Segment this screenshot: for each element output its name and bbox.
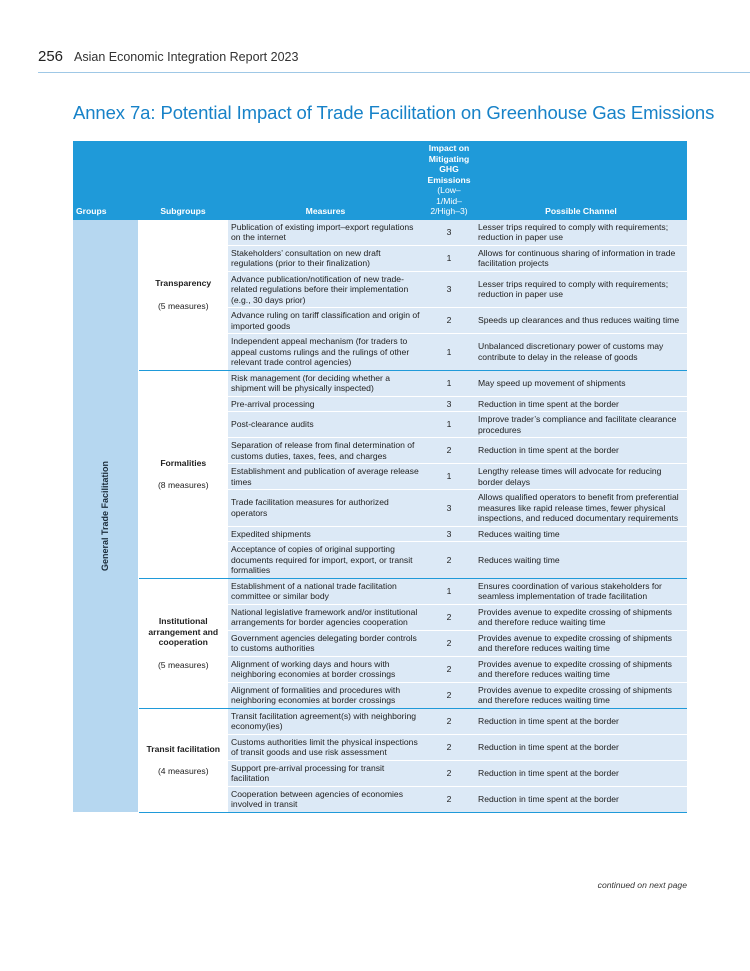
table-row (73, 220, 687, 246)
impact-cell: 1 (423, 412, 475, 438)
measure-cell: Stakeholders’ consultation on new draft regulations (prior to their finalization) (228, 245, 423, 271)
measure-cell: Acceptance of copies of original supporting documents required for import, export, or transit formalities (228, 542, 423, 579)
channel-cell: Allows for continuous sharing of information in trade facilitation projects (475, 245, 687, 271)
impact-cell: 1 (423, 334, 475, 371)
subgroup-measure-count: (5 measures) (157, 659, 209, 670)
subgroup-cell (138, 708, 228, 812)
running-header (38, 48, 750, 73)
impact-cell: 2 (423, 734, 475, 760)
impact-cell: 2 (423, 630, 475, 656)
subgroup-measure-count: (8 measures) (157, 480, 209, 490)
measure-cell: Risk management (for deciding whether a shipment will be physically inspected) (228, 370, 423, 396)
channel-cell: Reduction in time spent at the border (475, 708, 687, 734)
measure-cell: Establishment and publication of average release times (228, 464, 423, 490)
subgroup-name: Transit facilitation (146, 743, 221, 754)
subgroup-cell (138, 220, 228, 371)
table-row (73, 708, 687, 734)
channel-cell: Reduces waiting time (475, 542, 687, 579)
channel-cell: Reduction in time spent at the border (475, 396, 687, 412)
channel-cell: Lesser trips required to comply with requirements; reduction in paper use (475, 220, 687, 246)
group-label: General Trade Facilitation (100, 460, 110, 571)
impact-cell: 2 (423, 708, 475, 734)
impact-cell: 3 (423, 526, 475, 542)
measure-cell: Pre-arrival processing (228, 396, 423, 412)
annex-title: Annex 7a: Potential Impact of Trade Facilitation on Greenhouse Gas Emissions (73, 102, 715, 123)
measure-cell: Transit facilitation agreement(s) with neighboring economy(ies) (228, 708, 423, 734)
subgroup-name: Institutional arrangement and cooperation (148, 616, 219, 647)
subgroup-cell (138, 578, 228, 708)
subgroup-measure-count: (5 measures) (157, 300, 209, 311)
page-number: 256 (38, 48, 64, 65)
impact-cell: 1 (423, 245, 475, 271)
impact-cell: 2 (423, 604, 475, 630)
continued-note: continued on next page (597, 880, 687, 890)
trade-facilitation-table (73, 141, 687, 813)
measure-cell: Government agencies delegating border controls to customs authorities (228, 630, 423, 656)
groups-column-header: Groups (73, 141, 138, 220)
subgroup-name: Transparency (155, 278, 212, 288)
impact-column-header (423, 141, 475, 220)
channel-cell: Provides avenue to expedite crossing of shipments and therefore reduce waiting time (475, 604, 687, 630)
channel-cell: Provides avenue to expedite crossing of shipments and therefore reduces waiting time (475, 682, 687, 708)
measure-cell: Cooperation between agencies of economies involved in transit (228, 786, 423, 812)
channel-cell: Reduction in time spent at the border (475, 786, 687, 812)
measure-cell: Advance ruling on tariff classification and origin of imported goods (228, 308, 423, 334)
measure-cell: Separation of release from final determination of customs duties, taxes, fees, and charges (228, 438, 423, 464)
channel-cell: Reduction in time spent at the border (475, 760, 687, 786)
measure-cell: Alignment of working days and hours with neighboring economies at border crossings (228, 656, 423, 682)
impact-range-label: (Low–1/Mid–2/High–3) (430, 185, 468, 216)
channel-cell: Provides avenue to expedite crossing of shipments and therefore reduces waiting time (475, 656, 687, 682)
table-header-row (73, 141, 687, 220)
measure-cell: Publication of existing import–export regulations on the internet (228, 220, 423, 246)
channel-cell: Reduction in time spent at the border (475, 438, 687, 464)
measure-cell: Establishment of a national trade facilitation committee or similar body (228, 578, 423, 604)
measure-cell: National legislative framework and/or institutional arrangements for border agencies cooperation (228, 604, 423, 630)
impact-cell: 1 (423, 370, 475, 396)
measure-cell: Alignment of formalities and procedures with neighboring economies at border crossings (228, 682, 423, 708)
impact-cell: 3 (423, 220, 475, 246)
impact-cell: 3 (423, 490, 475, 527)
impact-cell: 2 (423, 682, 475, 708)
channel-cell: Lengthy release times will advocate for reducing border delays (475, 464, 687, 490)
report-title: Asian Economic Integration Report 2023 (74, 50, 299, 64)
impact-cell: 2 (423, 308, 475, 334)
measure-cell: Support pre-arrival processing for transit facilitation (228, 760, 423, 786)
table-body (73, 220, 687, 813)
subgroup-cell (138, 370, 228, 578)
table-row (73, 578, 687, 604)
measures-column-header: Measures (228, 141, 423, 220)
impact-header-label: Impact on Mitigating GHG Emissions (427, 143, 471, 185)
impact-cell: 1 (423, 464, 475, 490)
measure-cell: Post-clearance audits (228, 412, 423, 438)
channel-cell: Ensures coordination of various stakeholders for seamless implementation of trade facilitation (475, 578, 687, 604)
channel-cell: Allows qualified operators to benefit from preferential measures like rapid release times, fewer physical inspections, and reduced documentary requirements (475, 490, 687, 527)
measure-cell: Customs authorities limit the physical inspections of transit goods and use risk assessment (228, 734, 423, 760)
subgroup-measure-count: (4 measures) (157, 766, 209, 776)
subgroup-name: Formalities (160, 457, 207, 468)
impact-cell: 2 (423, 656, 475, 682)
channel-cell: Unbalanced discretionary power of customs may contribute to delay in the release of goods (475, 334, 687, 371)
channel-column-header: Possible Channel (475, 141, 687, 220)
channel-cell: Provides avenue to expedite crossing of shipments and therefore reduces waiting time (475, 630, 687, 656)
channel-cell: Lesser trips required to comply with requirements; reduction in paper use (475, 271, 687, 308)
group-cell (73, 220, 138, 813)
measure-cell: Advance publication/notification of new trade-related regulations before their implementation (e.g., 30 days prior) (228, 271, 423, 308)
channel-cell: May speed up movement of shipments (475, 370, 687, 396)
channel-cell: Speeds up clearances and thus reduces waiting time (475, 308, 687, 334)
impact-cell: 2 (423, 438, 475, 464)
measure-cell: Expedited shipments (228, 526, 423, 542)
table-row (73, 370, 687, 396)
channel-cell: Reduces waiting time (475, 526, 687, 542)
measure-cell: Independent appeal mechanism (for traders to appeal customs rulings and the rulings of other relevant trade control agencies) (228, 334, 423, 371)
impact-cell: 2 (423, 760, 475, 786)
impact-cell: 2 (423, 786, 475, 812)
channel-cell: Reduction in time spent at the border (475, 734, 687, 760)
subgroups-column-header: Subgroups (138, 141, 228, 220)
impact-cell: 3 (423, 271, 475, 308)
impact-cell: 1 (423, 578, 475, 604)
channel-cell: Improve trader’s compliance and facilitate clearance procedures (475, 412, 687, 438)
measure-cell: Trade facilitation measures for authorized operators (228, 490, 423, 527)
impact-cell: 3 (423, 396, 475, 412)
impact-cell: 2 (423, 542, 475, 579)
